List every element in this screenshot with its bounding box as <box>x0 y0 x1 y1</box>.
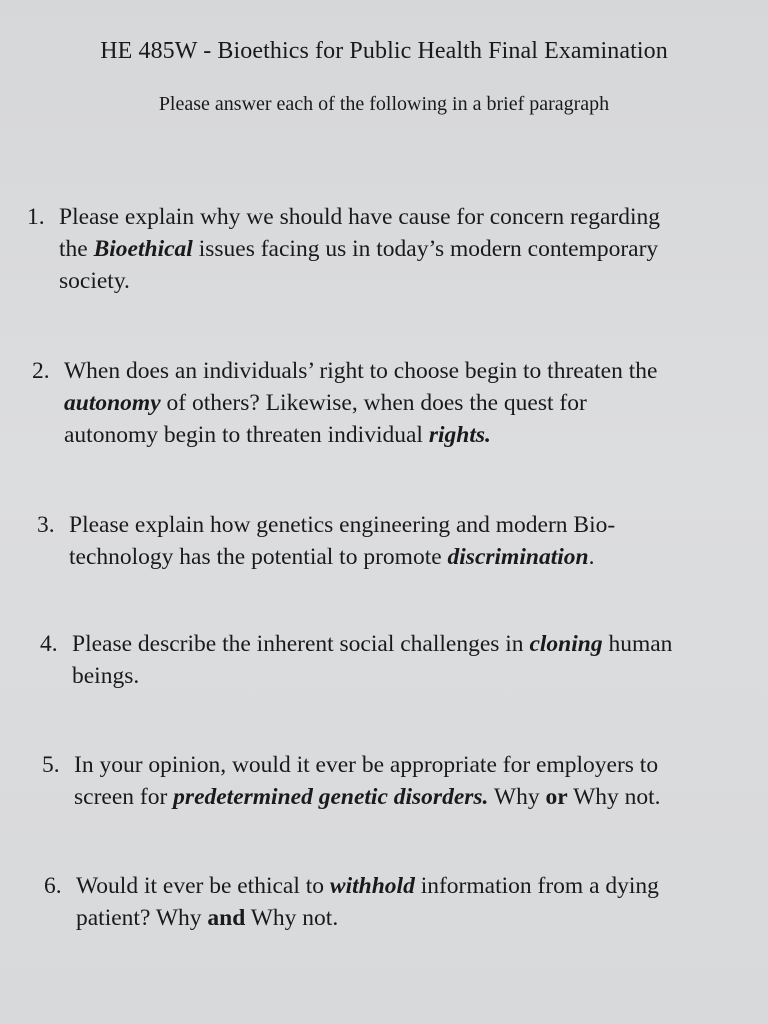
question-number: 1. <box>27 204 45 230</box>
question-6 <box>44 870 744 934</box>
question-text: In your opinion, would it ever be appropriate for employers to screen for predetermined genetic disorders. Why or Why not. <box>74 752 661 810</box>
emphasis-cloning: cloning <box>529 631 603 657</box>
question-number: 6. <box>44 873 62 899</box>
question-text: Please explain why we should have cause for concern regarding the Bioethical issues facing us in today’s modern contemporary society. <box>59 204 660 294</box>
emphasis-autonomy: autonomy <box>64 390 161 416</box>
question-number: 4. <box>40 631 58 657</box>
question-number: 5. <box>42 752 60 778</box>
emphasis-or: or <box>545 784 568 810</box>
question-3 <box>37 509 737 573</box>
question-text: Would it ever be ethical to withhold information from a dying patient? Why and Why not. <box>76 873 659 931</box>
question-number: 3. <box>37 512 55 538</box>
emphasis-rights: rights. <box>428 422 491 448</box>
question-5 <box>42 749 742 813</box>
exam-instructions: Please answer each of the following in a brief paragraph <box>158 93 610 115</box>
emphasis-bioethical: Bioethical <box>93 236 193 262</box>
question-number: 2. <box>32 358 50 384</box>
exam-title: HE 485W - Bioethics for Public Health Final Examination <box>100 38 668 64</box>
emphasis-and: and <box>207 905 246 931</box>
emphasis-genetic-disorders: predetermined genetic disorders. <box>173 784 489 810</box>
emphasis-withhold: withhold <box>329 873 415 899</box>
question-text: When does an individuals’ right to choose begin to threaten the autonomy of others? Likewise, when does the quest for autonomy begin to threaten individual rights. <box>64 358 658 448</box>
question-text: Please describe the inherent social challenges in cloning human beings. <box>72 631 673 689</box>
question-4 <box>40 628 750 692</box>
question-2 <box>32 355 747 451</box>
question-text: Please explain how genetics engineering and modern Bio- technology has the potential to promote discrimination. <box>69 512 616 570</box>
question-1 <box>27 201 747 297</box>
emphasis-discrimination: discrimination <box>447 544 589 570</box>
